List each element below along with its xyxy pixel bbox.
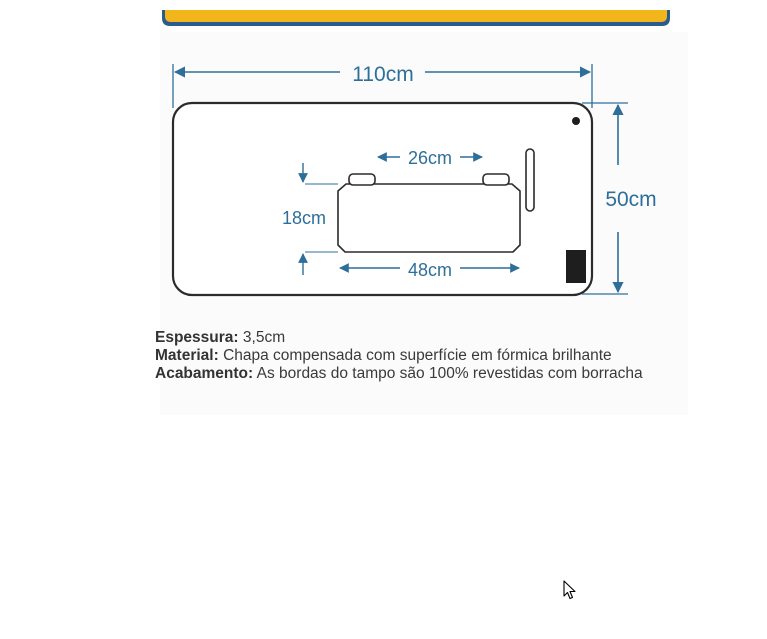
drawer-clip-right xyxy=(483,174,509,185)
spec-value: Chapa compensada com superfície em fórmica brilhante xyxy=(223,347,612,364)
width-dimension-label: 110cm xyxy=(352,63,414,86)
spec-value: 3,5cm xyxy=(242,329,286,346)
corner-block xyxy=(566,250,586,283)
drawer-tray-outline xyxy=(338,184,520,252)
clip-distance-label: 26cm xyxy=(407,148,453,168)
spec-row-thickness xyxy=(155,329,643,347)
top-banner-yellow xyxy=(165,10,667,22)
mouse-pointer-icon xyxy=(563,580,577,600)
spec-value: As bordas do tampo são 100% revestidas com borracha xyxy=(256,365,643,382)
drawer-clip-left xyxy=(349,174,375,185)
spec-key: Espessura: xyxy=(155,329,239,346)
spec-row-material xyxy=(155,347,643,365)
height-dimension-label: 50cm xyxy=(605,188,657,211)
drawer-width-label: 48cm xyxy=(407,260,453,280)
vertical-slot xyxy=(526,149,534,211)
spec-key: Acabamento: xyxy=(155,365,254,382)
spec-row-finish xyxy=(155,365,643,383)
corner-hole-dot xyxy=(572,117,580,125)
specifications-block xyxy=(155,329,643,383)
drawer-depth-label: 18cm xyxy=(281,208,327,228)
spec-key: Material: xyxy=(155,347,219,364)
